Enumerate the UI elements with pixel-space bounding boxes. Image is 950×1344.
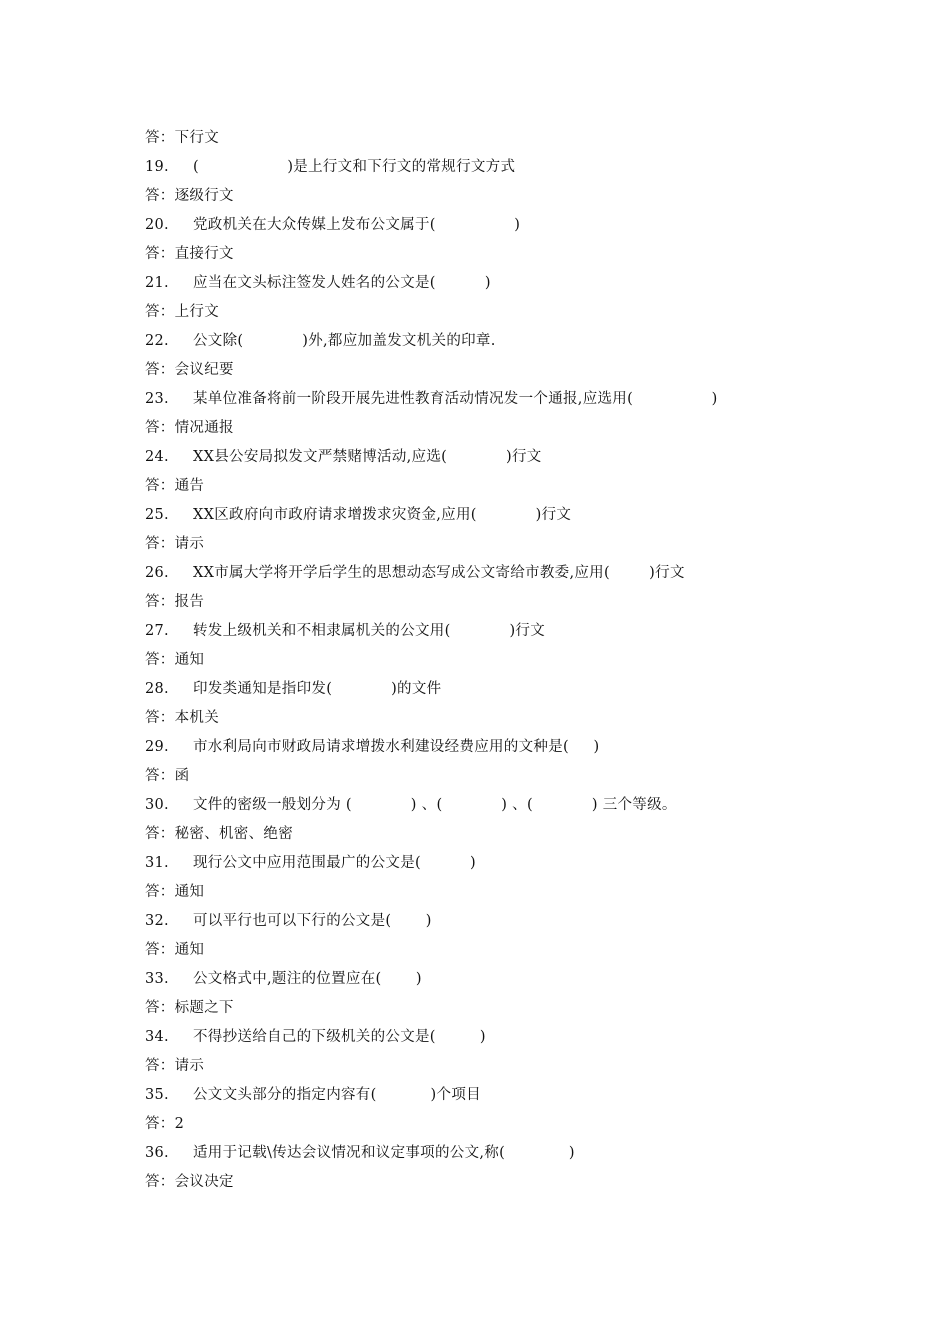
question-number: 30. bbox=[145, 797, 169, 813]
qa-list bbox=[145, 124, 845, 1197]
question-text: 公文文头部分的指定内容有( )个项目 bbox=[193, 1087, 481, 1103]
question-text: 公文格式中,题注的位置应在( ) bbox=[193, 971, 422, 987]
question-number: 19. bbox=[145, 159, 169, 175]
question-line bbox=[145, 733, 845, 762]
question-line bbox=[145, 791, 845, 820]
question-text: 某单位准备将前一阶段开展先进性教育活动情况发一个通报,应选用( ) bbox=[193, 391, 718, 407]
answer-line: 答：通告 bbox=[145, 478, 205, 494]
question-line bbox=[145, 269, 845, 298]
question-number: 28. bbox=[145, 681, 169, 697]
question-line bbox=[145, 501, 845, 530]
question-number: 23. bbox=[145, 391, 169, 407]
question-text: 应当在文头标注签发人姓名的公文是( ) bbox=[193, 275, 491, 291]
question-line bbox=[145, 153, 845, 182]
answer-line: 答：函 bbox=[145, 768, 190, 784]
question-text: XX区政府向市政府请求增拨求灾资金,应用( )行文 bbox=[193, 507, 572, 523]
answer-line: 答：下行文 bbox=[145, 130, 219, 146]
question-line bbox=[145, 443, 845, 472]
question-number: 33. bbox=[145, 971, 169, 987]
question-text: XX市属大学将开学后学生的思想动态写成公文寄给市教委,应用( )行文 bbox=[193, 565, 685, 581]
question-text: 适用于记载\传达会议情况和议定事项的公文,称( ) bbox=[193, 1145, 575, 1161]
question-number: 32. bbox=[145, 913, 169, 929]
answer-line: 答：情况通报 bbox=[145, 420, 234, 436]
question-text: 公文除( )外,都应加盖发文机关的印章. bbox=[193, 333, 496, 349]
question-line bbox=[145, 559, 845, 588]
question-line bbox=[145, 675, 845, 704]
question-text: 党政机关在大众传媒上发布公文属于( ) bbox=[193, 217, 521, 233]
answer-line: 答：请示 bbox=[145, 1058, 205, 1074]
answer-line: 答：请示 bbox=[145, 536, 205, 552]
question-number: 29. bbox=[145, 739, 169, 755]
question-text: 现行公文中应用范围最广的公文是( ) bbox=[193, 855, 477, 871]
question-number: 22. bbox=[145, 333, 169, 349]
answer-line: 答：上行文 bbox=[145, 304, 219, 320]
answer-line: 答：会议决定 bbox=[145, 1174, 234, 1190]
answer-line: 答：本机关 bbox=[145, 710, 219, 726]
answer-line: 答：逐级行文 bbox=[145, 188, 234, 204]
question-number: 25. bbox=[145, 507, 169, 523]
question-line bbox=[145, 965, 845, 994]
question-text: 市水利局向市财政局请求增拨水利建设经费应用的文种是( ) bbox=[193, 739, 600, 755]
question-text: 文件的密级一般划分为 ( ) 、( ) 、( ) 三个等级。 bbox=[193, 797, 677, 813]
answer-line: 答：直接行文 bbox=[145, 246, 234, 262]
question-text: 不得抄送给自己的下级机关的公文是( ) bbox=[193, 1029, 486, 1045]
answer-line: 答：2 bbox=[145, 1116, 185, 1132]
question-text: 可以平行也可以下行的公文是( ) bbox=[193, 913, 432, 929]
question-text: 转发上级机关和不相隶属机关的公文用( )行文 bbox=[193, 623, 546, 639]
question-number: 35. bbox=[145, 1087, 169, 1103]
answer-line: 答：通知 bbox=[145, 652, 205, 668]
question-line bbox=[145, 617, 845, 646]
question-number: 27. bbox=[145, 623, 169, 639]
question-number: 26. bbox=[145, 565, 169, 581]
question-text: XX县公安局拟发文严禁赌博活动,应选( )行文 bbox=[193, 449, 542, 465]
question-number: 31. bbox=[145, 855, 169, 871]
question-line bbox=[145, 1023, 845, 1052]
question-line bbox=[145, 849, 845, 878]
question-line bbox=[145, 385, 845, 414]
question-number: 24. bbox=[145, 449, 169, 465]
question-line bbox=[145, 327, 845, 356]
answer-line: 答：会议纪要 bbox=[145, 362, 234, 378]
question-number: 36. bbox=[145, 1145, 169, 1161]
answer-line: 答：秘密、机密、绝密 bbox=[145, 826, 293, 842]
question-number: 34. bbox=[145, 1029, 169, 1045]
question-line bbox=[145, 1081, 845, 1110]
question-line bbox=[145, 1139, 845, 1168]
question-number: 20. bbox=[145, 217, 169, 233]
answer-line: 答：标题之下 bbox=[145, 1000, 234, 1016]
answer-line: 答：通知 bbox=[145, 884, 205, 900]
question-text: 印发类通知是指印发( )的文件 bbox=[193, 681, 442, 697]
question-line bbox=[145, 211, 845, 240]
answer-line: 答：通知 bbox=[145, 942, 205, 958]
question-text: ( )是上行文和下行文的常规行文方式 bbox=[193, 159, 516, 175]
question-line bbox=[145, 907, 845, 936]
answer-line: 答：报告 bbox=[145, 594, 205, 610]
question-number: 21. bbox=[145, 275, 169, 291]
